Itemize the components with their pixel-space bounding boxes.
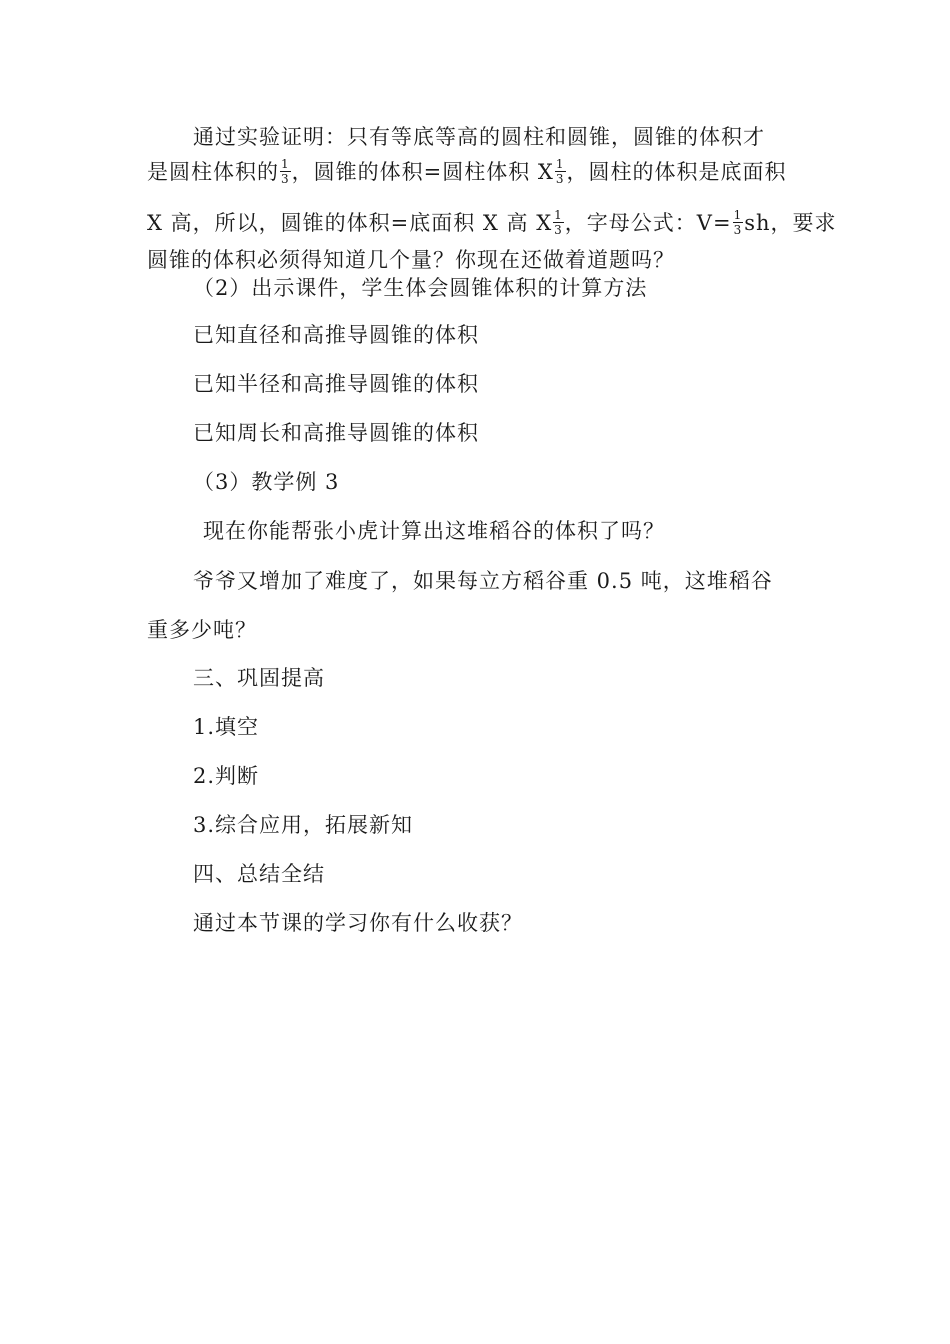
section4-heading: 四、总结全结 <box>193 862 325 886</box>
question-rice-volume: 现在你能帮张小虎计算出这堆稻谷的体积了吗？ <box>203 519 665 543</box>
fraction-numerator: 1 <box>555 157 565 171</box>
derive-diameter-line: 已知直径和高推导圆锥的体积 <box>193 323 479 347</box>
exercise-1: 1.填空 <box>193 715 260 739</box>
fraction-denominator: 3 <box>555 172 565 186</box>
fraction-denominator: 3 <box>733 223 743 237</box>
paragraph-line-1: 通过实验证明：只有等底等高的圆柱和圆锥，圆锥的体积才 <box>193 125 765 149</box>
fraction-denominator: 3 <box>281 172 290 186</box>
fraction-one-third <box>733 209 744 236</box>
fraction-one-third <box>553 209 564 236</box>
fraction-numerator: 1 <box>281 157 290 171</box>
exercise-3: 3.综合应用，拓展新知 <box>193 813 414 837</box>
fraction-denominator: 3 <box>554 223 563 237</box>
fraction-one-third <box>555 158 566 185</box>
paragraph-text: ，字母公式：V= <box>564 211 732 235</box>
fraction-numerator: 1 <box>554 208 563 222</box>
fraction-one-third <box>280 158 291 185</box>
section3-heading: 三、巩固提高 <box>193 666 325 690</box>
question-weight-line-1: 爷爷又增加了难度了，如果每立方稻谷重 0.5 吨，这堆稻谷 <box>193 569 773 593</box>
paragraph-text: ，圆锥的体积=圆柱体积 X <box>291 160 554 184</box>
summary-question: 通过本节课的学习你有什么收获？ <box>193 911 523 935</box>
paragraph-text: sh，要求 <box>744 211 837 235</box>
fraction-numerator: 1 <box>733 208 743 222</box>
paragraph-text: ，圆柱的体积是底面积 <box>566 160 787 184</box>
question-weight-line-2: 重多少吨？ <box>147 618 257 642</box>
derive-radius-line: 已知半径和高推导圆锥的体积 <box>193 372 479 396</box>
derive-circumference-line: 已知周长和高推导圆锥的体积 <box>193 421 479 445</box>
paragraph-text: 是圆柱体积的 <box>147 160 279 184</box>
paragraph-line-4: 圆锥的体积必须得知道几个量？你现在还做着道题吗？ <box>147 248 675 272</box>
item3-heading: （3）教学例 3 <box>193 470 340 494</box>
exercise-2: 2.判断 <box>193 764 260 788</box>
paragraph-line-2 <box>147 157 787 187</box>
paragraph-text: X 高，所以，圆锥的体积=底面积 X 高 X <box>147 211 553 235</box>
item2-heading: （2）出示课件，学生体会圆锥体积的计算方法 <box>193 276 648 300</box>
paragraph-line-3 <box>147 208 837 238</box>
